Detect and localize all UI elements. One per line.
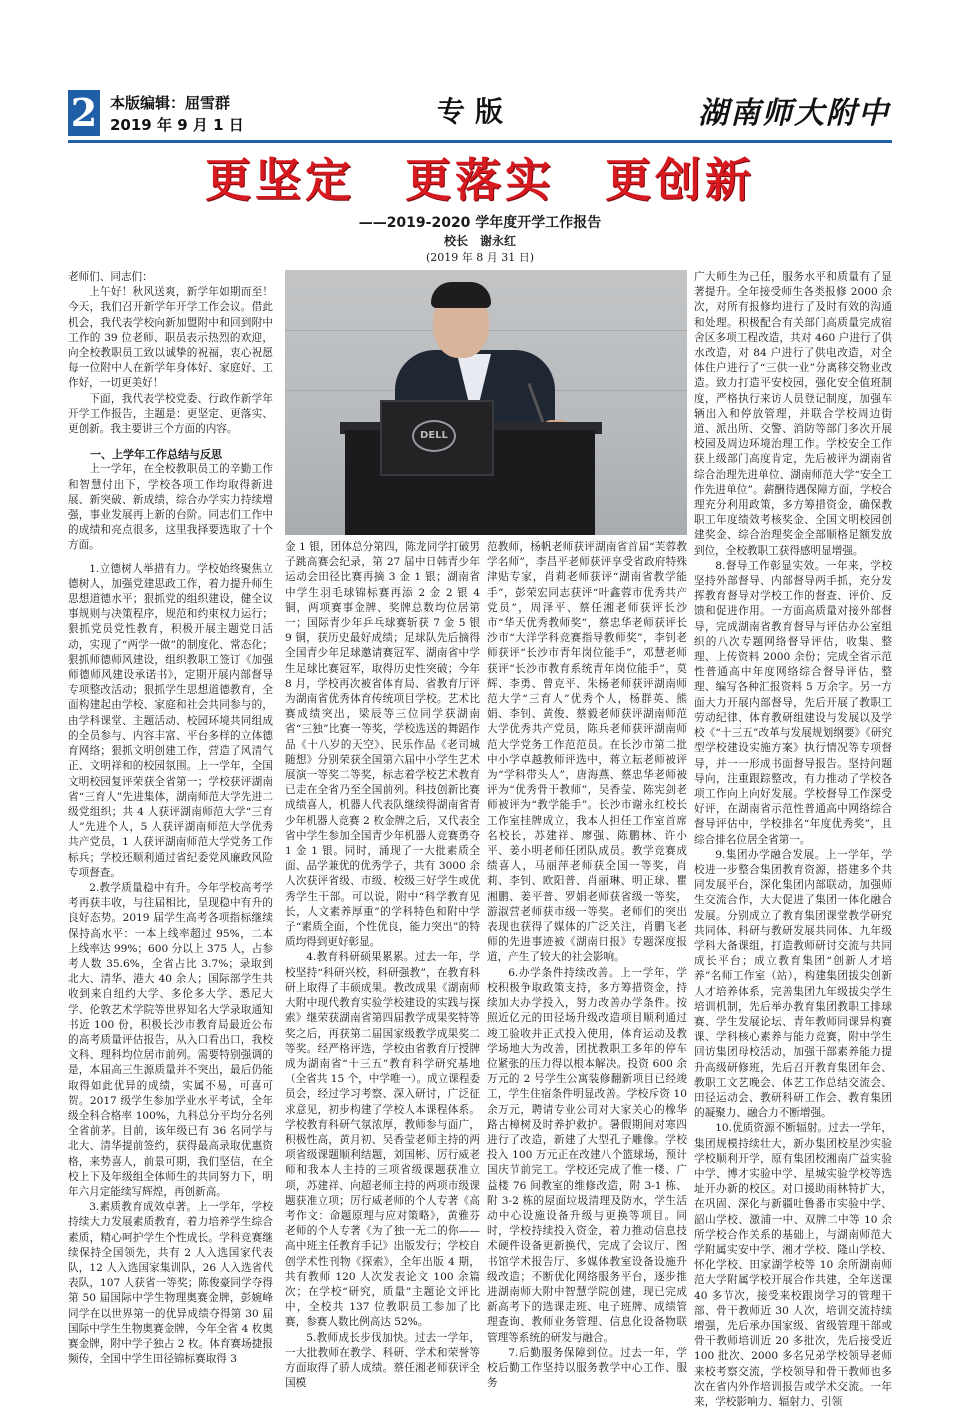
paragraph: 1.立德树人举措有力。学校始终聚焦立德树人，加强党建思政工作，着力提升师生思想道德水平；狠抓党的组织建设，健全议事规则与决策程序，规范和约束权力运行；狠抓党员党性教育，积极开展主题党日活动，实现了“两学一做”的制度化、常态化；狠抓师德师风建设，组织教职工签订《加强师德师风建设承诺书》，定期开展内部督导专项整改活动；狠抓学生思想道德教育，全面构建起由学校、家庭和社会共同参与的，由学科课堂、主题活动、校园环境共同组成的全员参与、内容丰富、平台多样的立体德育网络；狠抓文明创建工作，营造了风清气正、文明祥和的校园氛围。上一学年，全国文明校园复评荣获全省第一；学校获评湖南省“三育人”先进集体，湖南师范大学先进二级党组织；共 4 人获评湖南师范大学“三育人”先进个人，5 人获评湖南师范大学优秀共产党员，1 人获评湖南师范大学党务工作标兵；学校还顺利通过省纪委党风廉政风险专项督查。 [68,562,273,879]
paragraph: 4.教育科研硕果累累。过去一年，学校坚持“科研兴校，科研强教”，在教育科研上取得了丰硕成果。教改成果《湖南师大附中现代教育实验学校建设的实践与探索》继荣获湖南省第四届教学成果奖特等奖之后，再获第二届国家级教学成果奖二等奖。经严格评选，学校由省教育厅授牌成为湖南省“十三五”教育科学研究基地（全省共 15 个，中学唯一）。成立课程委员会，经过学习考察、深入研讨，广泛征求意见，初步构建了学校人本课程体系。学校教育科研气氛浓厚，教师参与面广，积极性高，黄月初、吴香莹老师主持的两项省级课题顺利结题，刘国彬、厉行威老师和我本人主持的三项省级课题获准立项，苏建祥、向超老师主持的两项市级课题获准立项；厉行威老师的个人专著《高考作文：命题原理与应对策略》，黄雅芬老师的个人专著《为了独一无二的你——高中班主任教育手记》出版发行；学校自创学术性刊物《探索》，全年出版 4 期，共有教师 120 人次发表论文 100 余篇次；在学校“研究，质量”主题论文评比中，全校共 137 位教职员工参加了比赛，参赛人数比例高达 52%。 [285,951,481,1329]
paragraph: 6.办学条件持续改善。上一学年，学校积极争取政策支持，多方筹措资金，持续加大办学投入，努力改善办学条件。按照近亿元的田径场升级改造项目顺利通过竣工验收并正式投入使用，体育运动及教学场地大为改善，团扰教职工多年的停车位紧张的压力得以根本解决。投资 600 余万元的 2 号学生公寓装修翻新项目已经竣工，学生住宿条件明显改善。学校斥资 10 余万元，聘请专业公司对大家关心的橡华路古樟树及时养护救护。暑假期间对寒四进行了改造，新建了大型孔子雕像。学校投入 100 万元正在改建八个篮球场，预计国庆节前完工。学校还完成了惟一楼、广益楼 76 间教室的维修改造，附 3-1 栋、附 3-2 栋的屋面垃圾清理及防水，学生活动中心设施设备升级与更换等项目。同时，学校持续投入资金，着力推动信息技术硬件设备更新换代，完成了会议厅、图书馆学术报告厅、多媒体教室设备设施升级改造；不断优化网络服务平台，逐步推进湖南师大附中智慧学院创建，现已完成新高考下的选课走班、电子班牌、成绩管理查询、教师业务管理、信息化设备物联管理等系统的研发与融合。 [487,966,687,1344]
paragraph: 金 1 银，团体总分第四，陈龙同学打破男子跳高赛会纪录，第 27 届中日韩青少年运动会田径比赛再摘 3 金 1 银；湖南省中学生羽毛球锦标赛再添 2 金 2 银 4 铜，两项赛事金牌、奖牌总数均位居第一；国际青少年乒乓球赛斩获 7 金 5 银 9 铜，获历史最好成绩；足球队先后摘得全国青少年足球邀请赛冠军、湖南省中学生足球比赛冠军，取得历史性突破；今年 8 月，学校再次被省体育局、省教育厅评为湖南省优秀体育传统项目学校。艺术比赛成绩突出，梁辰等三位同学获湖南省“三独”比赛一等奖，学校选送的舞蹈作品《十八岁的天空》、民乐作品《老司城随想》分别荣获全国第六届中小学生艺术展演一等奖二等奖，标志着学校艺术教育已走在全省乃至全国前列。科技创新比赛成绩喜人，机器人代表队继续得湖南省青少年机器人竞赛 2 枚金牌之后，又代表全省中学生参加全国青少年机器人竞赛勇夺 1 金 1 银。同时，涌现了一大批素质全面、品学兼优的优秀学子，共有 3000 余人次获评省级、市级、校级三好学生或优秀学生干部。可以说，附中“科学教育见长，人文素养厚重”的学科特色和附中学子“素质全面，个性优良，能力突出”的特质均得到更好彰显。 [285,541,480,949]
paragraph: 7.后勤服务保障到位。过去一年，学校后勤工作坚持以服务教学中心工作、服务 [487,1346,687,1390]
salutation: 老师们、同志们： [68,271,153,283]
paragraph: 8.督导工作彰显实效。一年来，学校坚持外部督导、内部督导两手抓，充分发挥教育督导对学校工作的督查、评价、反馈和促进作用。一方面高质量对接外部督导，完成湖南省教育督导与评估办公室组织的八次专题网络督导评估，收集、整理、上传资料 2000 余份；完成全省示范性普通高中年度网络综合督导评估，整理、编写各种汇报资料 5 万余字。另一方面大力开展内部督导，先后开展了教职工劳动纪律、体育教研组建设与发展以及学校《“十三五”改革与发展规划纲要》《研究型学校建设实施方案》执行情况等专项督导，并一一形成书面督导报告。坚持问题导向，注重跟踪整改，有力推动了学校各项工作向上向好发展。学校督导工作深受好评，在湖南省示范性普通高中网络综合督导评估中，学校排名“年度优秀奖”，且综合排名位居全省第一。 [694,559,892,846]
paragraph: 5.教师成长步伐加快。过去一学年，一大批教师在教学、科研、学术和荣誉等方面取得了骄人成绩。蔡任湘老师获评全国模 [285,1331,480,1390]
text-column-2 [285,540,481,1390]
article-headline: 更坚定 更落实 更创新 [205,153,755,207]
text-column-3 [487,540,687,1390]
issue-date: 2019 年 9 月 1 日 [110,116,244,134]
section-heading: 一、上学年工作总结与反思 [90,448,222,462]
header-divider [68,140,892,143]
paragraph: 上午好！秋风送爽，新学年如期而至！今天，我们召开新学年开学工作会议。借此机会，我代表学校向新加盟附中和回到附中工作的 39 位老师、职员表示热烈的欢迎，向全校教职员工致以诚挚的祝福，衷心祝愿每一位附中人在新学年身体好、家庭好、工作好，一切更美好！ [68,286,273,390]
article-subtitle: ——2019-2020 学年度开学工作报告 [358,215,602,231]
section-title: 专版 [436,95,513,128]
paragraph: 范教师，杨帆老师获评湖南省首届“芙蓉教学名师”，李昌平老师获评享受省政府特殊津贴专家，肖莉老师获评“湖南省教学能手”，彭荣宏同志获评“叶鑫蓉市优秀共产党员”，周泽平、蔡任湘老师获评长沙市“华天优秀教师奖”，蔡忠华老师获评长沙市“大洋学科竞赛指导教师奖”，李钊老师获评“长沙市青年岗位能手”，邓慧老师获评“长沙市教育系统青年岗位能手”，莫辉、李勇、曾克平、朱杨老师获评湖南师范大学“三育人”优秀个人，杨群英、熊娟、李钊、黄俊、蔡毅老师获评湖南师范大学优秀共产党员，陈兵老师获评湖南师范大学党务工作范范员。在长沙市第二批中小学卓越教师评选中，蒋立耘老师被评为“学科带头人”，唐海燕、蔡忠华老师被评为“优秀骨干教师”，吴香莹、陈宪剑老师被评为“教学能手”。长沙市谢永红校长工作室挂牌成立，我本人担任工作室首席名校长，苏建祥、廖强、陈鹏林、许小平、姜小明老师任团队成员。教学竞赛成绩喜人，马丽萍老师获全国一等奖，肖莉、李钊、欧阳普、肖丽琳、明正球、瞿湘鹏、姜平普、罗娟老师获省级一等奖，游淑营老师获市级一等奖。老师们的突出表现也获得了媒体的广泛关注，肖鹏飞老师的先进事迹被《湖南日报》专题深度报道，产生了较大的社会影响。 [487,541,687,964]
text-column-4 [694,270,892,1409]
paragraph: 上一学年，在全校教职员工的辛勤工作和智慧付出下，学校各项工作均取得新进展、新突破、新成绩，综合办学实力持续增强，事业发展再上新的台阶。同志们工作中的成绩和亮点很多，这里我择要选取了十个方面。 [68,463,273,552]
paragraph: 广大师生为己任，服务水平和质量有了显著提升。全年接受师生各类报修 2000 余次，对所有报修均进行了及时有效的沟通和处理。积极配合有关部门高质量完成宿舍区多项工程改造，共对 460 户进行了供水改造，对 84 户进行了供电改造，对全体住户进行了“三供一业”分离移交物业改造。致力打造平安校园，强化安全值班制度，严格执行来访人员登记制度，加强车辆出入和停放管理，并联合学校周边街道、派出所、交警、消防等部门多次开展校园及周边环境治理工作。学校安全工作获上级部门高度肯定，先后被评为湖南省综合治理先进单位、湖南师范大学“安全工作先进单位”。薪酬待遇保障方面，学校合理充分利用政策，多方筹措资金，确保教职工年度绩效考核奖金、全国文明校园创建奖金、综合治理奖金全部顺格足额发放到位，全校教职工获得感明显增强。 [694,271,892,557]
paragraph: 3.素质教育成效卓著。上一学年，学校持续大力发展素质教育，着力培养学生综合素质，精心呵护学生个性成长。学科竞赛继续保持全国领先，共有 2 人入选国家代表队，12 人入选国家集训队，26 人入选省代表队，107 人获省一等奖；陈俊豪同学夺得第 50 届国际中学生物理奥赛金牌，彭婉峰同学在以世界第一的优异成绩夺得第 30 届国际中学生生物奥赛金牌，今年全省 4 枚奥赛金牌，附中学子独占 2 枚。体育赛场捷报频传，全国中学生田径锦标赛取得 3 [68,1201,273,1366]
speaker-hair [431,282,491,308]
paragraph: 下面，我代表学校党委、行政作新学年开学工作报告，主题是：更坚定、更落实、更创新。我主要讲三个方面的内容。 [68,392,273,436]
article-date: (2019 年 8 月 31 日) [425,251,535,264]
text-column-1 [68,270,273,1366]
paragraph: 2.教学质量稳中有升。今年学校高考学考再获丰收，与往届相比，呈现稳中有升的良好态势。2019 届学生高考各项指标继续保持高水平：一本上线率超过 95%，二本上线率达 99%；600 分以上 375 人，占参考人数 35.6%，全省占比 3.7%；录取到北大、清华、港大 40 余人；国际部学生共收到来自纽约大学、多伦多大学、悉尼大学、伦敦艺术学院等世界知名大学录取通知书近 100 份，积极长沙市教育局最近公布的高考质量评估报告，从入口看出口，我校文科、理科均位居市前列。需要特别强调的是，本届高三生源质量并不突出，最后仍能取得如此优异的成绩，实属不易，可喜可贺。2017 级学生参加学业水平考试，全年级全科合格率 100%，九科总分平均分名列全省前茅。目前，该年级已有 36 名同学与北大、清华提前签约，获得最高录取优惠资格，来势喜人，前景可期，我们坚信，在全校上下及年级组全体师生的共同努力下，明年六月定能续写辉煌，再创新高。 [68,881,273,1198]
editor-name: 本版编辑：屈雪群 [110,94,231,112]
article-byline: 校长 谢永红 [443,234,516,248]
laptop-logo: DELL [412,420,456,452]
paragraph: 9.集团办学融合发展。上一学年，学校进一步整合集团教育资源，搭建多个共同发展平台，深化集团内部联动，加强师生交流合作，大大促进了集团一体化融合发展。分别成立了教育集团课堂教学研究共同体、科研与教研发展共同体、九年级学科大备课组，打造教师研讨交流与共同成长平台；成立教育集团“创新人才培养”名师工作室（站），构建集团拔尖创新人才培养体系，完善集团九年级拔尖学生培训机制，先后举办教育集团教职工排球赛、学生发展论坛、青年教师同课异构赛课、学科核心素养与能力竞赛，附中学生回访集团母校活动，加强干部素养能力提升高级研修班，先后召开教育集团年会、教职工文艺晚会、体艺工作总结交流会、田径运动会、教研科研工作会、教育集团的凝聚力、融合力不断增强。 [694,848,892,1120]
page-number: 2 [68,90,100,136]
newspaper-masthead-logo: 湖南师大附中 [698,96,890,131]
spacer [68,554,273,562]
editor-info [110,92,244,136]
paragraph: 10.优质资源不断辐射。过去一学年，集团规模持续壮大，新办集团校星沙实验学校顺利开学，原有集团校湘南广益实验中学、博才实验中学、星城实验学校等选址开办新的校区。对口援助雨林特扩大，在巩固、深化与新疆吐鲁番市实验中学、韶山学校、激浦一中、双牌二中等 10 余所学校合作关系的基础上，与湖南师范大学附属实安中学、湘才学校、隆山学校、怀化学校、田家湖学校等 10 余所湖南师范大学附属学校开展合作共建，全年送课 40 多节次，接受来校跟岗学习的管理干部、骨干教师近 30 人次，培训交流持续增强，先后承办国家级、省级管理干部或骨干教师培训近 20 多批次，先后接受近 100 批次、2000 多名兄弟学校领导老师来校考察交流，学校领导和骨干教师也多次在省内外作培训报告或学术交流。一年来，学校影响力、辐射力、引领 [694,1122,892,1409]
speaker-photo [285,270,687,535]
